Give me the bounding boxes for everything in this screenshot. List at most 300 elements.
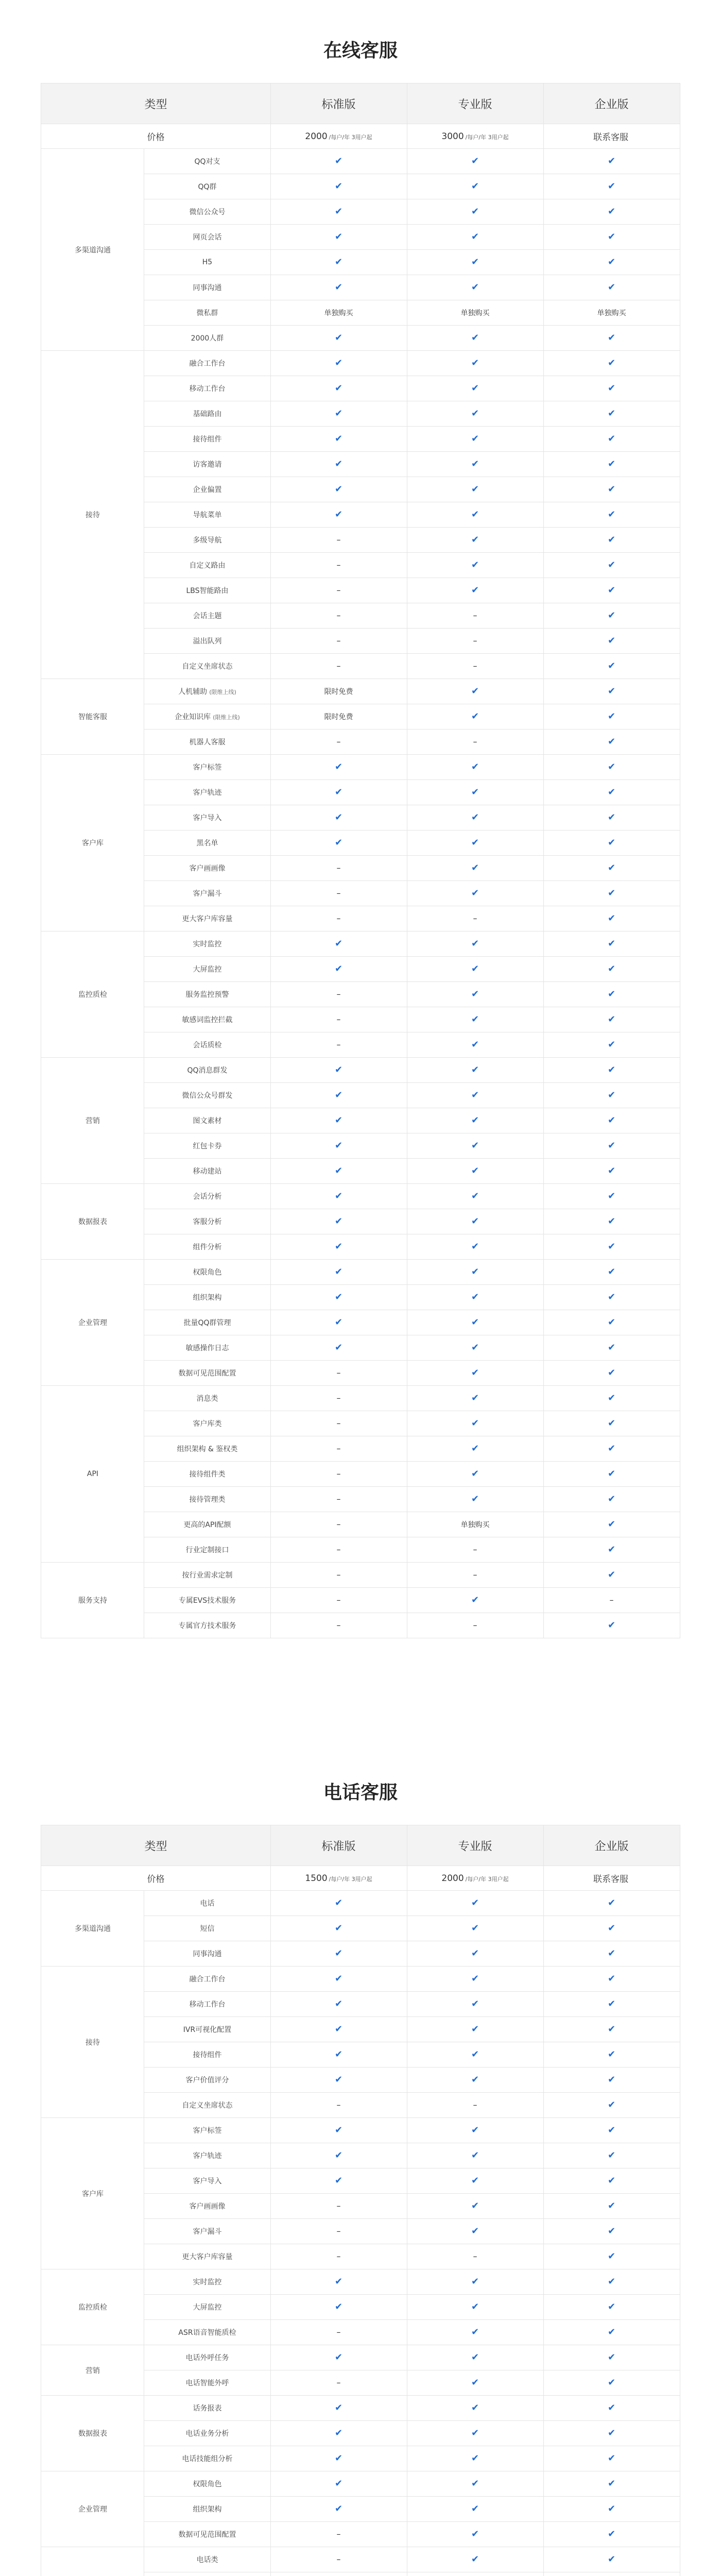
header-enterprise: 企业版 [543,1825,680,1866]
check-icon: ✔ [607,585,616,596]
table-row [41,1184,680,1209]
feature-label: 自定义坐席状态 [182,663,233,671]
check-icon: ✔ [471,383,479,394]
feature-cell [144,1411,270,1436]
category-cell: 监控质检 [41,2269,144,2345]
feature-cell [144,2421,270,2446]
value-cell-standard [270,2042,407,2067]
value-cell-standard [270,1335,407,1361]
feature-cell [144,906,270,931]
value-cell-enterprise [543,957,680,982]
value-cell-professional [407,2143,543,2168]
value-cell-standard [270,2471,407,2497]
check-icon: ✔ [607,2024,616,2035]
price-amount: 联系客服 [593,1874,628,1885]
feature-cell [144,1083,270,1108]
check-icon: ✔ [471,1897,479,1908]
feature-cell [144,199,270,225]
check-icon: ✔ [607,1367,616,1378]
dash-icon: – [336,2529,341,2539]
comparison-table-online [41,83,680,1638]
value-cell-enterprise [543,805,680,831]
feature-cell [144,2194,270,2219]
check-icon: ✔ [471,2150,479,2161]
feature-label: 客户画画像 [189,865,226,873]
feature-label: 话务报表 [193,2404,222,2413]
dash-icon: – [336,2226,341,2236]
value-cell-professional [407,1613,543,1638]
value-cell-standard [270,805,407,831]
value-cell-enterprise [543,174,680,199]
feature-label: 微信公众号群发 [182,1092,233,1100]
check-icon: ✔ [607,2276,616,2287]
dash-icon: – [473,610,477,620]
feature-cell [144,1209,270,1234]
feature-label: 批量QQ群管理 [183,1319,231,1327]
value-cell-enterprise [543,2446,680,2471]
value-cell-standard [270,1487,407,1512]
feature-cell [144,2471,270,2497]
value-cell-enterprise [543,2295,680,2320]
dash-icon: – [336,2200,341,2211]
check-icon: ✔ [607,509,616,520]
value-cell-professional [407,1209,543,1234]
feature-cell [144,730,270,755]
check-icon: ✔ [607,1140,616,1151]
value-cell-professional [407,2522,543,2547]
check-icon: ✔ [607,660,616,671]
feature-cell [144,1512,270,1537]
value-cell-enterprise [543,1184,680,1209]
check-icon: ✔ [607,2402,616,2413]
value-cell-professional [407,1512,543,1537]
feature-cell [144,477,270,502]
value-cell-enterprise [543,1563,680,1588]
value-cell-standard [270,2168,407,2194]
price-professional [407,1866,543,1891]
value-cell-standard [270,1941,407,1967]
dash-icon: – [336,585,341,595]
feature-label: 客户价值评分 [185,2076,229,2084]
feature-label: 自定义坐席状态 [182,2102,233,2110]
value-cell-standard [270,2093,407,2118]
feature-cell [144,1462,270,1487]
check-icon: ✔ [607,1292,616,1302]
value-cell-standard [270,300,407,326]
value-cell-professional [407,2396,543,2421]
check-icon: ✔ [471,332,479,343]
feature-label: 电话技能组分析 [182,2455,233,2463]
check-icon: ✔ [471,1998,479,2009]
check-icon: ✔ [607,358,616,368]
value-cell-enterprise [543,1108,680,1133]
feature-label: 客户导入 [193,814,222,822]
value-cell-professional [407,906,543,931]
value-cell-enterprise [543,578,680,603]
value-cell-standard [270,2396,407,2421]
value-cell-professional [407,225,543,250]
category-cell: 多渠道沟通 [41,1891,144,1967]
feature-cell [144,1563,270,1588]
value-cell-enterprise [543,2497,680,2522]
feature-label: 会话质检 [193,1041,222,1049]
feature-cell [144,1335,270,1361]
dash-icon: – [473,1544,477,1554]
value-cell-professional [407,1462,543,1487]
value-cell-enterprise [543,1007,680,1032]
table-row [41,149,680,174]
feature-label: 组织架构 & 鉴权类 [177,1445,238,1453]
check-icon: ✔ [607,837,616,848]
value-cell-professional [407,982,543,1007]
value-cell-professional [407,1967,543,1992]
price-amount: 2000 [305,131,328,142]
check-icon: ✔ [607,2150,616,2161]
check-icon: ✔ [607,1266,616,1277]
feature-cell [144,2497,270,2522]
check-icon: ✔ [471,888,479,899]
value-cell-enterprise [543,1588,680,1613]
feature-cell [144,805,270,831]
table-header-row [41,1825,680,1866]
value-cell-enterprise [543,730,680,755]
header-type: 类型 [41,1825,270,1866]
value-cell-professional [407,931,543,957]
value-cell-standard [270,881,407,906]
value-cell-enterprise [543,1310,680,1335]
check-icon: ✔ [607,2200,616,2211]
check-icon: ✔ [471,1342,479,1353]
value-cell-professional [407,2194,543,2219]
value-cell-professional [407,1992,543,2017]
check-icon: ✔ [607,1014,616,1025]
feature-label: 融合工作台 [189,360,226,368]
value-cell-professional [407,2118,543,2143]
value-cell-professional [407,1260,543,1285]
feature-cell [144,1260,270,1285]
category-cell: 服务支持 [41,1563,144,1638]
value-cell-standard [270,2320,407,2345]
value-cell-standard [270,1133,407,1159]
value-cell-standard [270,477,407,502]
feature-label: 客户轨迹 [193,789,222,797]
section-phone [0,1783,721,2576]
value-cell-standard [270,528,407,553]
check-icon: ✔ [607,2478,616,2489]
section-online [0,41,721,1638]
check-icon: ✔ [334,2352,343,2363]
dash-icon: – [473,660,477,671]
category-cell: 营销 [41,1058,144,1184]
value-cell-professional [407,2269,543,2295]
feature-label: 微私群 [196,309,218,317]
value-cell-professional [407,1916,543,1941]
value-cell-standard [270,199,407,225]
value-cell-enterprise [543,2396,680,2421]
value-cell-standard [270,452,407,477]
value-cell-standard [270,704,407,730]
check-icon: ✔ [607,1090,616,1100]
check-icon: ✔ [607,862,616,873]
feature-cell [144,300,270,326]
feature-label: 客户画画像 [189,2202,226,2211]
feature-cell [144,1108,270,1133]
value-cell-professional [407,1537,543,1563]
check-icon: ✔ [607,711,616,722]
feature-cell [144,1361,270,1386]
check-icon: ✔ [607,2352,616,2363]
feature-label: 接待组件 [193,2051,222,2059]
value-cell-professional [407,2093,543,2118]
feature-cell [144,1234,270,1260]
feature-label: 大屏监控 [193,2303,222,2312]
feature-cell [144,2118,270,2143]
value-cell-professional [407,1184,543,1209]
value-cell-enterprise [543,906,680,931]
value-cell-professional [407,1335,543,1361]
value-cell-professional [407,629,543,654]
value-cell-professional [407,1436,543,1462]
check-icon: ✔ [334,837,343,848]
check-icon: ✔ [607,1519,616,1530]
value-cell-professional [407,2219,543,2244]
check-icon: ✔ [607,156,616,166]
feature-label: 同事沟通 [193,1950,222,1958]
value-cell-standard [270,1436,407,1462]
price-professional [407,124,543,149]
value-cell-professional [407,1411,543,1436]
category-cell [41,2547,144,2576]
value-cell-enterprise [543,1083,680,1108]
check-icon: ✔ [607,1897,616,1908]
feature-cell [144,1588,270,1613]
check-icon: ✔ [607,459,616,469]
value-cell-professional [407,1588,543,1613]
feature-cell [144,528,270,553]
feature-cell [144,578,270,603]
feature-cell [144,1992,270,2017]
category-cell: API [41,1386,144,1563]
value-cell-professional [407,780,543,805]
value-cell-professional [407,427,543,452]
value-cell-standard [270,1083,407,1108]
value-cell-standard [270,553,407,578]
feature-cell [144,982,270,1007]
check-icon: ✔ [334,2024,343,2035]
feature-cell [144,1285,270,1310]
value-cell-enterprise [543,528,680,553]
check-icon: ✔ [471,1140,479,1151]
value-cell-enterprise [543,376,680,401]
price-standard [270,1866,407,1891]
value-cell-enterprise [543,629,680,654]
value-cell-professional [407,1386,543,1411]
check-icon: ✔ [607,635,616,646]
feature-label: 电话外呼任务 [185,2354,229,2362]
check-icon: ✔ [471,156,479,166]
value-cell-professional [407,376,543,401]
value-cell-enterprise [543,856,680,881]
check-icon: ✔ [607,787,616,798]
dash-icon: – [336,1014,341,1024]
section-title: 在线客服 [323,40,398,61]
feature-cell [144,856,270,881]
price-amount: 2000 [441,1873,464,1884]
feature-label: 自定义路由 [189,562,226,570]
value-cell-standard [270,1209,407,1234]
value-cell-enterprise [543,881,680,906]
check-icon: ✔ [607,1923,616,1934]
feature-cell [144,629,270,654]
check-icon: ✔ [607,888,616,899]
value-cell-enterprise [543,250,680,275]
check-icon: ✔ [607,1443,616,1454]
value-cell-standard [270,1992,407,2017]
check-icon: ✔ [471,585,479,596]
feature-label: 客户导入 [193,2177,222,2185]
dash-icon: – [336,913,341,923]
feature-label: 机器人客服 [189,738,226,747]
feature-cell [144,1537,270,1563]
value-cell-enterprise [543,502,680,528]
check-icon: ✔ [607,1998,616,2009]
value-cell-professional [407,2168,543,2194]
value-cell-enterprise [543,2471,680,2497]
check-icon: ✔ [334,1266,343,1277]
value-cell-enterprise [543,300,680,326]
check-icon: ✔ [607,2125,616,2136]
feature-cell [144,2269,270,2295]
value-cell-standard [270,1537,407,1563]
check-icon: ✔ [607,257,616,267]
check-icon: ✔ [334,2428,343,2438]
check-icon: ✔ [471,1014,479,1025]
feature-cell [144,1184,270,1209]
feature-label: 企业偏置 [193,486,222,494]
value-cell-enterprise [543,199,680,225]
value-cell-standard [270,1058,407,1083]
check-icon: ✔ [334,812,343,823]
feature-note: (限维上线) [213,714,240,721]
check-icon: ✔ [334,2150,343,2161]
dash-icon: – [336,635,341,646]
check-icon: ✔ [334,2074,343,2085]
value-cell-enterprise [543,679,680,704]
feature-cell [144,275,270,300]
check-icon: ✔ [471,2428,479,2438]
check-icon: ✔ [471,181,479,192]
check-icon: ✔ [607,1393,616,1403]
value-cell-standard [270,982,407,1007]
value-cell-enterprise [543,1613,680,1638]
value-cell-professional [407,2345,543,2370]
check-icon: ✔ [471,534,479,545]
check-icon: ✔ [607,2074,616,2085]
category-cell: 客户库 [41,755,144,931]
value-cell-standard [270,2118,407,2143]
feature-cell [144,679,270,704]
value-cell-standard [270,957,407,982]
feature-label: 融合工作台 [189,1975,226,1984]
check-icon: ✔ [607,1620,616,1631]
value-cell-enterprise [543,1386,680,1411]
table-body [41,124,680,1638]
value-cell-enterprise [543,2219,680,2244]
value-cell-standard [270,629,407,654]
dash-icon: – [473,1569,477,1580]
value-cell-standard [270,1613,407,1638]
value-cell-standard [270,376,407,401]
check-icon: ✔ [471,761,479,772]
dash-icon: – [336,1418,341,1428]
value-cell-standard [270,1916,407,1941]
value-cell-standard [270,931,407,957]
feature-label: 2000人群 [191,334,224,343]
value-cell-professional [407,275,543,300]
dash-icon: – [336,610,341,620]
feature-cell [144,931,270,957]
value-cell-professional [407,2572,543,2576]
value-cell-enterprise [543,704,680,730]
feature-cell [144,2067,270,2093]
value-cell-professional [407,477,543,502]
value-cell-enterprise [543,2042,680,2067]
feature-label: 实时监控 [193,940,222,948]
check-icon: ✔ [471,2049,479,2060]
feature-cell [144,326,270,351]
feature-cell [144,1386,270,1411]
value-cell-enterprise [543,2244,680,2269]
value-cell-enterprise [543,1941,680,1967]
check-icon: ✔ [471,1090,479,1100]
value-cell-professional [407,2547,543,2572]
check-icon: ✔ [334,2503,343,2514]
check-icon: ✔ [471,358,479,368]
value-cell-standard [270,1260,407,1285]
value-cell-standard [270,2345,407,2370]
feature-label: 客户标签 [193,764,222,772]
value-cell-standard [270,906,407,931]
check-icon: ✔ [471,1266,479,1277]
feature-cell [144,1032,270,1058]
check-icon: ✔ [334,2049,343,2060]
header-professional: 专业版 [407,1825,543,1866]
dash-icon: – [336,660,341,671]
feature-label: 电话 [200,1900,215,1908]
value-cell-standard [270,149,407,174]
value-cell-enterprise [543,2067,680,2093]
feature-cell [144,1436,270,1462]
value-cell-professional [407,755,543,780]
feature-label: 电话类 [196,2556,218,2564]
value-cell-professional [407,174,543,199]
feature-cell [144,351,270,376]
feature-label: 同事沟通 [193,284,222,292]
feature-label: 图文素材 [193,1117,222,1125]
dash-icon: – [336,2251,341,2261]
category-cell: 客户库 [41,2118,144,2269]
value-cell-enterprise [543,1992,680,2017]
value-cell-enterprise [543,1058,680,1083]
value-cell-professional [407,2017,543,2042]
feature-label: 大屏监控 [193,965,222,974]
value-cell-standard [270,2067,407,2093]
feature-label: 组件分析 [193,1243,222,1251]
price-amount: 联系客服 [593,132,628,143]
value-cell-professional [407,1159,543,1184]
value-cell-standard [270,351,407,376]
check-icon: ✔ [607,2301,616,2312]
